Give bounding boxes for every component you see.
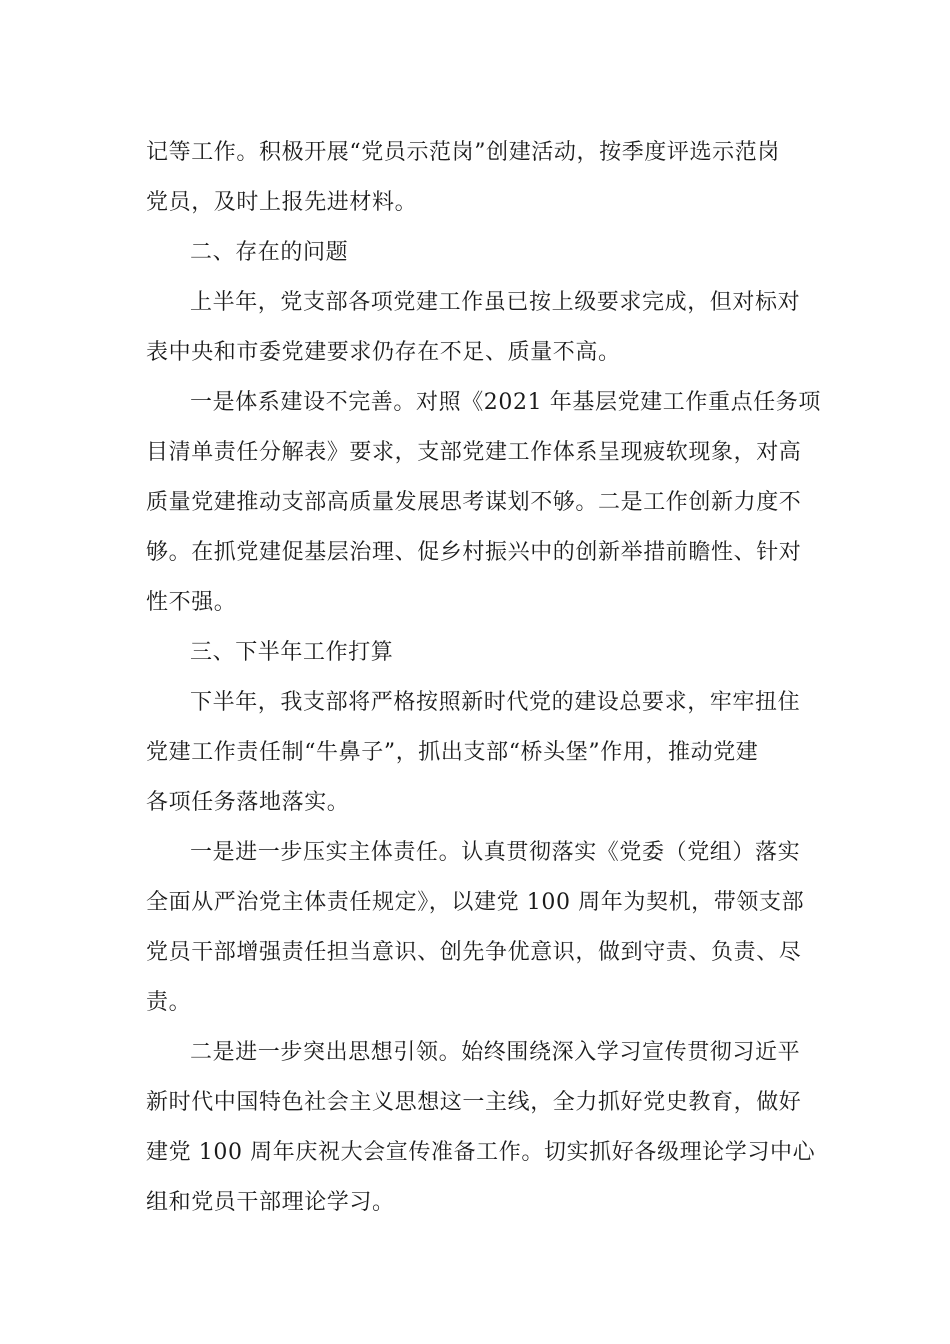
text-line: 组和党员干部理论学习。 — [146, 1190, 395, 1215]
text-line: 全面从严治党主体责任规定》，以建党 100 周年为契机，带领支部 — [146, 890, 805, 915]
text-line: 建党 100 周年庆祝大会宣传准备工作。切实抓好各级理论学习中心 — [146, 1140, 816, 1165]
text-line: 质量党建推动支部高质量发展思考谋划不够。二是工作创新力度不 — [146, 490, 802, 515]
section-heading: 二、存在的问题 — [190, 240, 349, 265]
text-line: 性不强。 — [146, 590, 237, 615]
section-heading: 三、下半年工作打算 — [190, 640, 394, 665]
text-line: 够。在抓党建促基层治理、促乡村振兴中的创新举措前瞻性、针对 — [146, 540, 802, 565]
text-line: 各项任务落地落实。 — [146, 790, 350, 815]
text-line: 党员，及时上报先进材料。 — [146, 190, 418, 215]
text-line: 责。 — [146, 990, 192, 1015]
text-line: 上半年，党支部各项党建工作虽已按上级要求完成，但对标对 — [190, 290, 801, 315]
text-line: 党员干部增强责任担当意识、创先争优意识，做到守责、负责、尽 — [146, 940, 802, 965]
text-line: 党建工作责任制“牛鼻子”，抓出支部“桥头堡”作用，推动党建 — [146, 740, 759, 765]
text-line: 新时代中国特色社会主义思想这一主线，全力抓好党史教育，做好 — [146, 1090, 802, 1115]
text-line: 目清单责任分解表》要求，支部党建工作体系呈现疲软现象，对高 — [146, 440, 802, 465]
text-line: 一是进一步压实主体责任。认真贯彻落实《党委（党组）落实 — [190, 840, 801, 865]
text-line: 下半年，我支部将严格按照新时代党的建设总要求，牢牢扭住 — [190, 690, 801, 715]
text-line: 表中央和市委党建要求仍存在不足、质量不高。 — [146, 340, 621, 365]
text-line: 二是进一步突出思想引领。始终围绕深入学习宣传贯彻习近平 — [190, 1040, 801, 1065]
text-line: 一是体系建设不完善。对照《2021 年基层党建工作重点任务项 — [190, 390, 821, 415]
text-line: 记等工作。积极开展“党员示范岗”创建活动，按季度评选示范岗 — [146, 140, 780, 165]
